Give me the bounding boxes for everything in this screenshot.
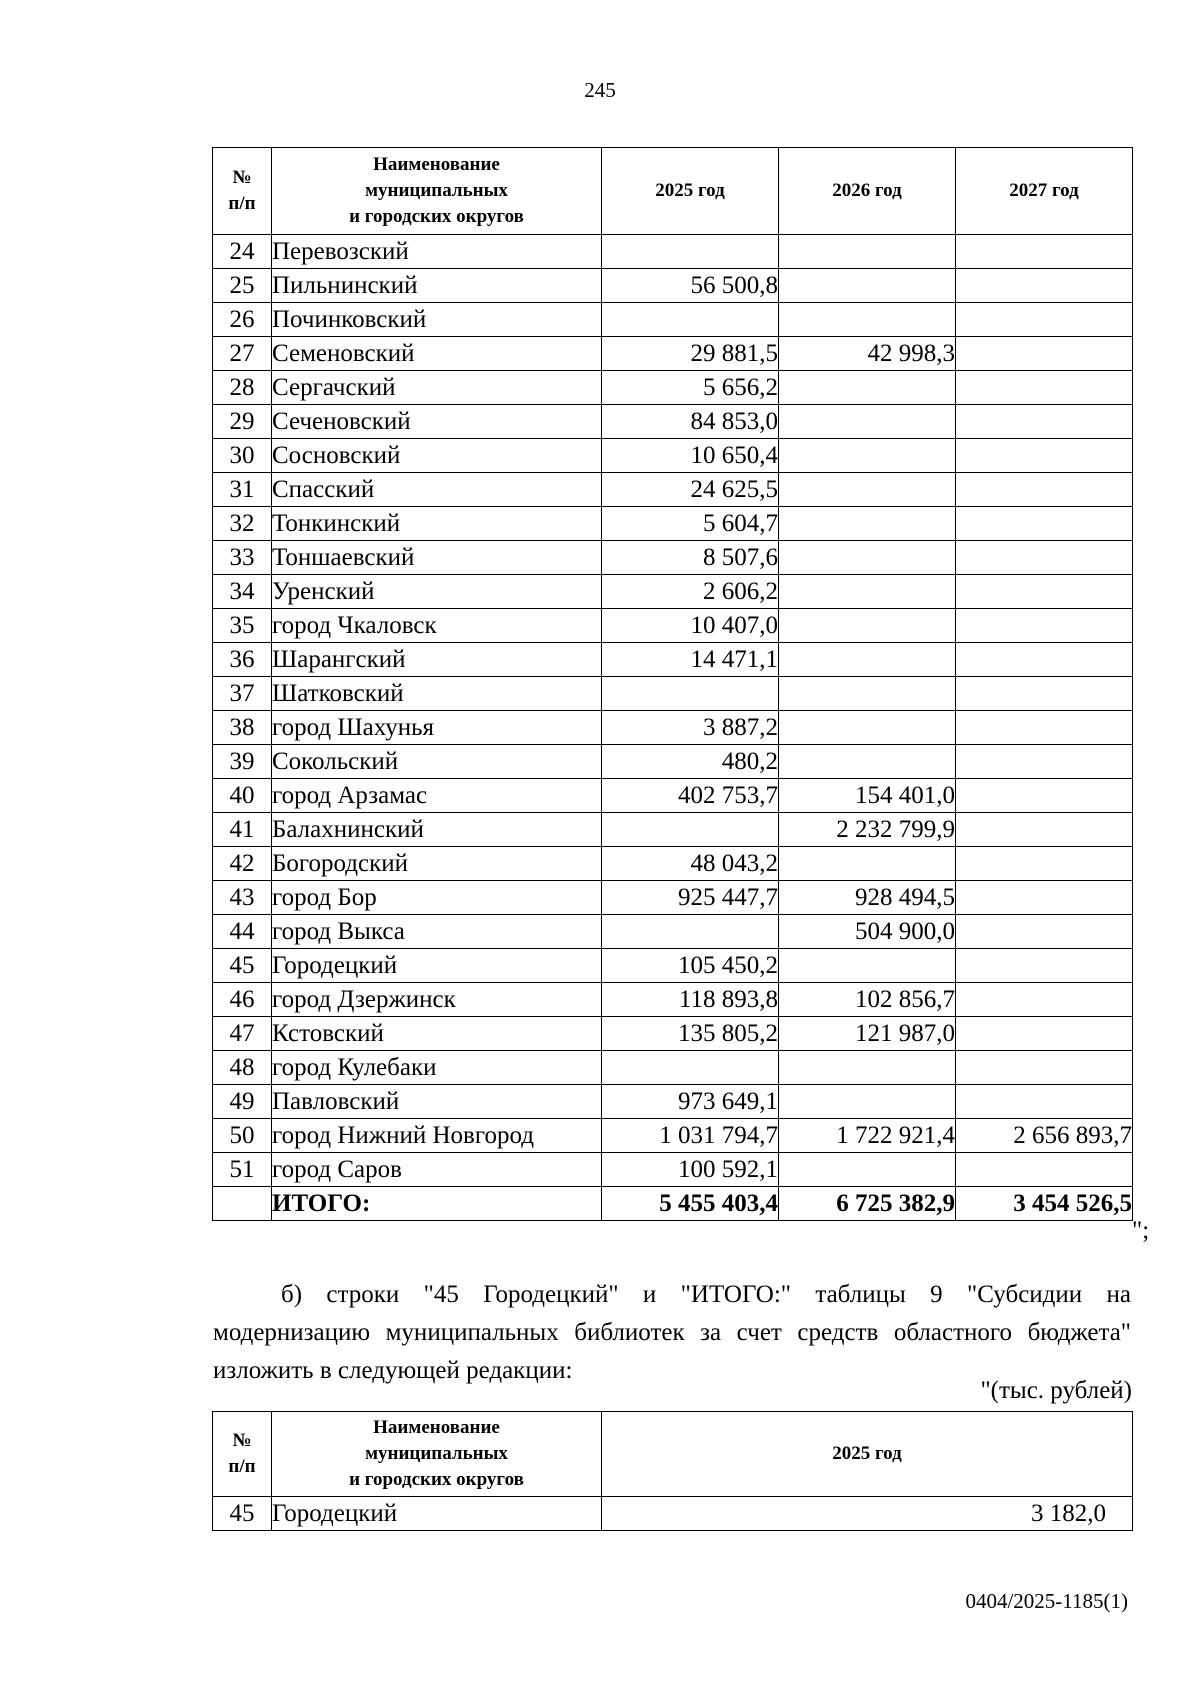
row-2026: 102 856,7 — [779, 983, 956, 1017]
table-row — [213, 745, 1133, 779]
row-2025: 56 500,8 — [602, 269, 779, 303]
table-row — [213, 371, 1133, 405]
row-num: 28 — [213, 371, 272, 405]
row-name: город Шахунья — [272, 711, 602, 745]
row-num: 39 — [213, 745, 272, 779]
row-num: 44 — [213, 915, 272, 949]
row-name: Городецкий — [272, 949, 602, 983]
row-2027 — [956, 1153, 1133, 1187]
row-num: 24 — [213, 235, 272, 269]
table-row — [213, 405, 1133, 439]
table-row — [213, 473, 1133, 507]
table-row — [213, 269, 1133, 303]
total-2026: 6 725 382,9 — [779, 1187, 956, 1221]
row-2027 — [956, 983, 1133, 1017]
header-2025: 2025 год — [602, 148, 779, 235]
row-2027 — [956, 745, 1133, 779]
row-2025: 24 625,5 — [602, 473, 779, 507]
header-2027: 2027 год — [956, 148, 1133, 235]
row-2027 — [956, 439, 1133, 473]
row-2026 — [779, 677, 956, 711]
row-2027 — [956, 677, 1133, 711]
row-2025: 480,2 — [602, 745, 779, 779]
row-2027 — [956, 711, 1133, 745]
closing-quote-mark: "; — [1132, 1217, 1150, 1244]
row-num: 25 — [213, 269, 272, 303]
amendment-paragraph — [213, 1276, 1131, 1390]
row-2025: 5 604,7 — [602, 507, 779, 541]
row-2025 — [602, 303, 779, 337]
row-2027 — [956, 507, 1133, 541]
row-2025: 3 887,2 — [602, 711, 779, 745]
units-label: "(тыс. рублей) — [980, 1377, 1132, 1404]
row-2025: 29 881,5 — [602, 337, 779, 371]
row-2027 — [956, 847, 1133, 881]
table-row — [213, 643, 1133, 677]
row-name: Перевозский — [272, 235, 602, 269]
row-num: 43 — [213, 881, 272, 915]
total-num — [213, 1187, 272, 1221]
row-2026 — [779, 711, 956, 745]
row-2027 — [956, 881, 1133, 915]
row-num: 35 — [213, 609, 272, 643]
row-num: 50 — [213, 1119, 272, 1153]
row-2025 — [602, 813, 779, 847]
row-2025: 925 447,7 — [602, 881, 779, 915]
paragraph-line-1: б) строки "45 Городецкий" и "ИТОГО:" таблицы 9 "Субсидии на — [281, 1281, 1131, 1308]
row-2027 — [956, 915, 1133, 949]
row-name: город Арзамас — [272, 779, 602, 813]
row-2026: 928 494,5 — [779, 881, 956, 915]
row-2025 — [602, 1051, 779, 1085]
row-2025: 1 031 794,7 — [602, 1119, 779, 1153]
row-name: город Дзержинск — [272, 983, 602, 1017]
total-2025: 5 455 403,4 — [602, 1187, 779, 1221]
table-row — [213, 1119, 1133, 1153]
row-2027 — [956, 1017, 1133, 1051]
row-2026: 42 998,3 — [779, 337, 956, 371]
row-num: 42 — [213, 847, 272, 881]
row-2026 — [779, 303, 956, 337]
row-name: город Саров — [272, 1153, 602, 1187]
header-num: № п/п — [213, 1412, 272, 1497]
row-name: Кстовский — [272, 1017, 602, 1051]
row-num: 31 — [213, 473, 272, 507]
table-row — [213, 303, 1133, 337]
table-row — [213, 439, 1133, 473]
row-2027: 2 656 893,7 — [956, 1119, 1133, 1153]
row-2025 — [602, 677, 779, 711]
row-2025: 10 407,0 — [602, 609, 779, 643]
row-2026 — [779, 575, 956, 609]
row-2026 — [779, 1051, 956, 1085]
row-2025: 84 853,0 — [602, 405, 779, 439]
row-num: 26 — [213, 303, 272, 337]
row-name: Балахнинский — [272, 813, 602, 847]
row-2027 — [956, 575, 1133, 609]
row-2027 — [956, 813, 1133, 847]
row-2025: 14 471,1 — [602, 643, 779, 677]
table-row — [213, 881, 1133, 915]
row-2025: 5 656,2 — [602, 371, 779, 405]
row-num: 45 — [213, 1497, 272, 1531]
table-row — [213, 1153, 1133, 1187]
row-2025 — [602, 235, 779, 269]
row-2027 — [956, 269, 1133, 303]
row-2027 — [956, 337, 1133, 371]
header-name: Наименование муниципальных и городских округов — [272, 148, 602, 235]
paragraph-rest: модернизацию муниципальных библиотек за счет средств областного бюджета" изложить в следующей редакции: — [213, 1319, 1131, 1384]
table-header-row — [213, 1412, 1133, 1497]
page-number: 245 — [584, 78, 616, 102]
table-row — [213, 1497, 1133, 1531]
row-name: Сосновский — [272, 439, 602, 473]
row-2027 — [956, 303, 1133, 337]
row-2026 — [779, 949, 956, 983]
row-2025 — [602, 915, 779, 949]
row-name: город Кулебаки — [272, 1051, 602, 1085]
row-num: 49 — [213, 1085, 272, 1119]
table-row — [213, 541, 1133, 575]
row-num: 27 — [213, 337, 272, 371]
row-2026 — [779, 371, 956, 405]
row-2026 — [779, 405, 956, 439]
row-num: 32 — [213, 507, 272, 541]
row-name: город Нижний Новгород — [272, 1119, 602, 1153]
table-row — [213, 609, 1133, 643]
row-2026: 1 722 921,4 — [779, 1119, 956, 1153]
row-2027 — [956, 541, 1133, 575]
row-name: Шарангский — [272, 643, 602, 677]
row-2025: 973 649,1 — [602, 1085, 779, 1119]
row-2025: 3 182,0 — [602, 1497, 1133, 1531]
row-name: Пильнинский — [272, 269, 602, 303]
table-header-row — [213, 148, 1133, 235]
document-code: 0404/2025-1185(1) — [965, 1589, 1128, 1613]
row-2025: 100 592,1 — [602, 1153, 779, 1187]
header-name: Наименование муниципальных и городских округов — [272, 1412, 602, 1497]
row-name: Починковский — [272, 303, 602, 337]
row-2026 — [779, 643, 956, 677]
row-name: Городецкий — [272, 1497, 602, 1531]
row-num: 41 — [213, 813, 272, 847]
row-2025: 8 507,6 — [602, 541, 779, 575]
row-2027 — [956, 405, 1133, 439]
row-name: город Чкаловск — [272, 609, 602, 643]
row-num: 38 — [213, 711, 272, 745]
table-row — [213, 1017, 1133, 1051]
row-name: Сеченовский — [272, 405, 602, 439]
row-2026 — [779, 1085, 956, 1119]
row-name: Спасский — [272, 473, 602, 507]
row-num: 37 — [213, 677, 272, 711]
row-2026 — [779, 1153, 956, 1187]
row-2026 — [779, 541, 956, 575]
row-2027 — [956, 1051, 1133, 1085]
table-row — [213, 507, 1133, 541]
row-2026: 2 232 799,9 — [779, 813, 956, 847]
row-2025: 48 043,2 — [602, 847, 779, 881]
row-2026: 121 987,0 — [779, 1017, 956, 1051]
row-name: Сокольский — [272, 745, 602, 779]
row-2026 — [779, 473, 956, 507]
header-num: № п/п — [213, 148, 272, 235]
row-2026 — [779, 235, 956, 269]
table-row — [213, 575, 1133, 609]
row-num: 29 — [213, 405, 272, 439]
header-2025: 2025 год — [602, 1412, 1133, 1497]
table-row — [213, 1051, 1133, 1085]
row-2027 — [956, 235, 1133, 269]
row-2026 — [779, 269, 956, 303]
table-row — [213, 711, 1133, 745]
row-name: Шатковский — [272, 677, 602, 711]
row-2026: 504 900,0 — [779, 915, 956, 949]
total-label: ИТОГО: — [272, 1187, 602, 1221]
row-num: 46 — [213, 983, 272, 1017]
row-name: Семеновский — [272, 337, 602, 371]
row-num: 34 — [213, 575, 272, 609]
row-num: 33 — [213, 541, 272, 575]
row-num: 40 — [213, 779, 272, 813]
row-name: Сергачский — [272, 371, 602, 405]
row-2027 — [956, 371, 1133, 405]
table-row — [213, 779, 1133, 813]
subsidy-table — [212, 147, 1133, 1221]
table-row — [213, 983, 1133, 1017]
table-row — [213, 847, 1133, 881]
row-2025: 2 606,2 — [602, 575, 779, 609]
row-num: 45 — [213, 949, 272, 983]
table-row — [213, 915, 1133, 949]
table-row — [213, 235, 1133, 269]
row-2025: 402 753,7 — [602, 779, 779, 813]
row-2025: 135 805,2 — [602, 1017, 779, 1051]
header-2026: 2026 год — [779, 148, 956, 235]
row-2027 — [956, 1085, 1133, 1119]
row-name: город Бор — [272, 881, 602, 915]
table-row — [213, 1085, 1133, 1119]
row-num: 51 — [213, 1153, 272, 1187]
row-num: 48 — [213, 1051, 272, 1085]
row-name: город Выкса — [272, 915, 602, 949]
library-subsidy-table — [212, 1411, 1133, 1531]
row-2025: 118 893,8 — [602, 983, 779, 1017]
row-name: Уренский — [272, 575, 602, 609]
row-num: 36 — [213, 643, 272, 677]
table-row — [213, 949, 1133, 983]
row-2026: 154 401,0 — [779, 779, 956, 813]
row-2025: 10 650,4 — [602, 439, 779, 473]
total-row — [213, 1187, 1133, 1221]
row-2027 — [956, 473, 1133, 507]
row-num: 30 — [213, 439, 272, 473]
row-2026 — [779, 507, 956, 541]
table-row — [213, 813, 1133, 847]
row-name: Богородский — [272, 847, 602, 881]
row-2026 — [779, 745, 956, 779]
row-2027 — [956, 779, 1133, 813]
table-body — [213, 235, 1133, 1187]
row-num: 47 — [213, 1017, 272, 1051]
row-name: Тонкинский — [272, 507, 602, 541]
row-2027 — [956, 609, 1133, 643]
row-2027 — [956, 643, 1133, 677]
table-row — [213, 677, 1133, 711]
row-2027 — [956, 949, 1133, 983]
row-name: Павловский — [272, 1085, 602, 1119]
row-2026 — [779, 439, 956, 473]
row-2026 — [779, 609, 956, 643]
row-name: Тоншаевский — [272, 541, 602, 575]
row-2026 — [779, 847, 956, 881]
row-2025: 105 450,2 — [602, 949, 779, 983]
total-2027: 3 454 526,5 — [956, 1187, 1133, 1221]
table-row — [213, 337, 1133, 371]
